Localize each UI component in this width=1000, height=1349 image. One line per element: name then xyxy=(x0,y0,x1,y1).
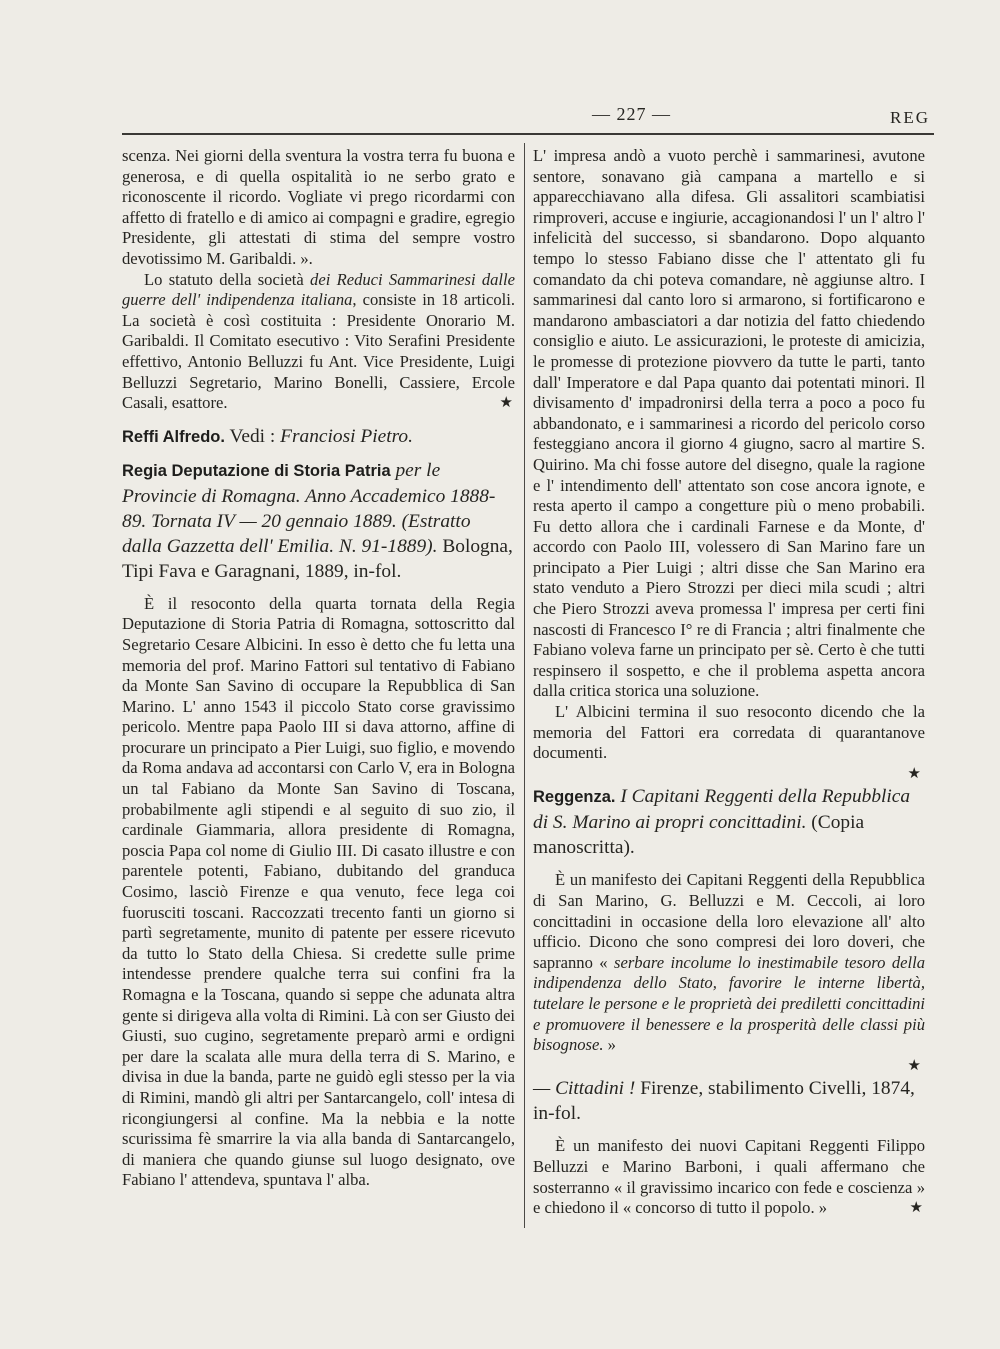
text-run: È un manifesto dei nuovi Capitani Reggenti Filippo Belluzzi e Marino Barboni, i quali affermano che sosterranno « il gravissimo incarico con fede e coscienza » e chiedono il « concorso di tutto il popolo. » xyxy=(533,1136,925,1218)
entry-imprint: Firenze, stabilimento Civelli, 1874, in-fol. xyxy=(533,1078,915,1125)
paragraph-nuovi-capitani xyxy=(533,1136,925,1218)
page-number: — 227 — xyxy=(592,104,671,124)
paragraph-statuto xyxy=(122,270,515,414)
quotation: serbare incolume lo inestimabile tesoro della indipendenza dello Stato, favorire le interne libertà, tutelare le persone e le proprietà dei prediletti concittadini e promuovere il benessere e la prosperità delle classi più bisognose. xyxy=(533,952,926,1055)
entry-title: per le Provincie di Romagna. Anno Accademico 1888-89. Tornata IV — 20 gennaio 1889. (Estratto dalla Gazzetta dell' Emilia. N. 91-1889). xyxy=(122,459,496,557)
entry-reggenza xyxy=(533,784,925,860)
right-column xyxy=(533,146,925,1219)
paragraph-letter-end: scenza. Nei giorni della sventura la vostra terra fu buona e generosa, e di quella ospitalità io ne serbo grato e riconoscente il ricordo. Vogliate vi prego ricordarmi con affetto di fratello e di amico ai compagni e gradire, egregio Presidente, gli attestati di stima del sempre vostro devotissimo M. Garibaldi. ». xyxy=(122,146,515,268)
entry-headword: Reffi Alfredo. xyxy=(122,427,225,446)
header-rule xyxy=(122,133,934,135)
entry-headword: Regia Deputazione di Storia Patria xyxy=(122,461,391,480)
text-run: » xyxy=(603,1035,616,1055)
entry-end-star-icon: ★ xyxy=(499,395,513,412)
left-column xyxy=(122,146,515,1191)
entry-note: (Copia manoscritta). xyxy=(533,812,865,859)
running-head: REG xyxy=(890,108,930,127)
text-run: È un manifesto dei Capitani Reggenti della Repubblica di San Marino, G. Belluzzi e M. Ceccoli, ai loro concittadini in occasione della loro elevazione all' alto ufficio. Dicono che sono compresi dei loro doveri, che sapranno « xyxy=(533,870,925,972)
entry-imprint: Bologna, Tipi Fava e Garagnani, 1889, in-fol. xyxy=(122,535,513,582)
paragraph-resoconto: È il resoconto della quarta tornata della Regia Deputazione di Storia Patria di Romagna, sottoscritto dal Segretario Cesare Albicini. In esso è detto che fu letta una memoria del prof. Marino Fattori sul tentativo di Fabiano da Monte San Savino di occupare la Repubblica di San Marino. L' anno 1543 il piccolo Stato corse gravissimo pericolo. Mentre papa Paolo III si dava attorno, affine di procurare un principato a Pier Luigi, suo figlio, e movendo da Roma andava ad accontarsi con Carlo V, era in Bologna un tal Fabiano da Monte San Savino di Toscana, probabilmente agli stipendi e al seguito di suo zio, il cardinale Giammaria, allora presidente di Romagna, poscia Papa col nome di Giulio III. Di casato illustre e con parentele potenti, Fabiano, dubitando del granduca Cosimo, lasciò Firenze e qua venuto, fece lega coi fuorusciti toscani. Raccozzati trecento fanti un giorno si partì segretamente, munito di patente per essere ricevuto da tutto lo Stato della Chiesa. Si credette sulle prime intendesse prendere qualche terra sui confini fra la Romagna e la Toscana, quando si seppe che adunata altra gente si dirigeva alla volta di Rimini. Là con ser Giusto dei Giusti, suo cugino, segretamente preparò armi e ordigni per dare la scalata alle mura della terra di S. Marino, e divisa in due la banda, parte ne guidò egli stesso per la via di Rimini, mandò gli altri per Santarcangelo, coll' intesa di ricongiungersi al confine. Ma la nebbia e la notte scurissima fè smarrire la via alla banda di Santarcangelo, di maniera che quando giunse sul luogo designato, ove Fabiano l' attendeva, spuntava l' alba. xyxy=(122,593,515,1190)
entry-end-star-icon: ★ xyxy=(909,1200,923,1217)
society-title: dei Reduci Sammarinesi dalle guerre dell' indipendenza italiana xyxy=(122,269,516,310)
text-run: Vedi : xyxy=(224,425,281,447)
entry-headword: Reggenza. xyxy=(533,788,616,807)
paragraph-impresa: L' impresa andò a vuoto perchè i sammarinesi, avutone sentore, sonavano già campana a martello e si apparecchiavano alla difesa. Gli assalitori scambiatisi rimproveri, accuse e ingiurie, accagionandosi l' un l' altro l' infelicità del successo, si sbandarono. Dopo alquanto tempo lo stesso Fabiano disse che l' attentato gli fu comandato da chi poteva comandare, nè aggiunse altro. I sammarinesi dal canto loro si armarono, si fortificarono e mandarono ambasciatori a dar notizia del fatto chiedendo consiglio e aiuto. Le assicurazioni, le proteste di amicizia, le promesse di protezione piovvero da tutte le parti, tanto dall' Imperatore e dal Papa quanto dai potentati minori. Il divisamento d' impadronirsi della terra a poco a poco fu abbandonato, e i sammarinesi a ricordo del pericolo corso festeggiano ancora il giorno 4 giugno, sacro al martire S. Quirino. Ma chi fosse autore del disegno, quale la ragione e l' intendimento dell' attentato son cose ancora ignote, e resta aperto il campo a congetture più o meno probabili. Fu detto allora che i cardinali Farnese e da Monte, d' accordo con Paolo III, volessero di San Marino fare un principato a Pier Luigi ; altri disse che San Marino era stato venduto a Piero Strozzi per dieci mila scudi ; altri che Piero Strozzi aveva promessa l' impresa per certi fini nascosti di Francesco I° re di Francia ; altri finalmente che Fabiano voleva farne un principato per sè. Certo è che tutti respinsero il sospetto, e che il problema aspetta ancora dalla critica storica una soluzione. xyxy=(533,146,925,701)
entry-reffi xyxy=(122,424,515,450)
column-divider xyxy=(524,143,525,1228)
entry-cittadini xyxy=(533,1076,925,1126)
entry-title: I Capitani Reggenti della Repubblica di S. Marino ai propri concittadini. xyxy=(533,786,911,834)
entry-end-star-icon: ★ xyxy=(907,765,921,782)
paragraph-manifesto xyxy=(533,870,925,1055)
cross-reference: Franciosi Pietro. xyxy=(280,425,413,447)
paragraph-albicini: L' Albicini termina il suo resoconto dicendo che la memoria del Fattori era corredata di quarantanove documenti. xyxy=(533,702,925,763)
entry-end-star-icon: ★ xyxy=(907,1057,921,1074)
entry-title: — Cittadini ! xyxy=(533,1078,636,1100)
entry-regia-deputazione xyxy=(122,458,515,584)
text-run: , consiste in 18 articoli. La società è così costituita : Presidente Onorario M. Garibaldi. Il Comitato esecutivo : Vito Serafini Presidente effettivo, Antonio Belluzzi fu Ant. Vice Presidente, Luigi Belluzzi Segretario, Marino Bonelli, Cassiere, Ercole Casali, esattore. xyxy=(122,290,515,413)
text-run: Lo statuto della società xyxy=(144,269,311,289)
